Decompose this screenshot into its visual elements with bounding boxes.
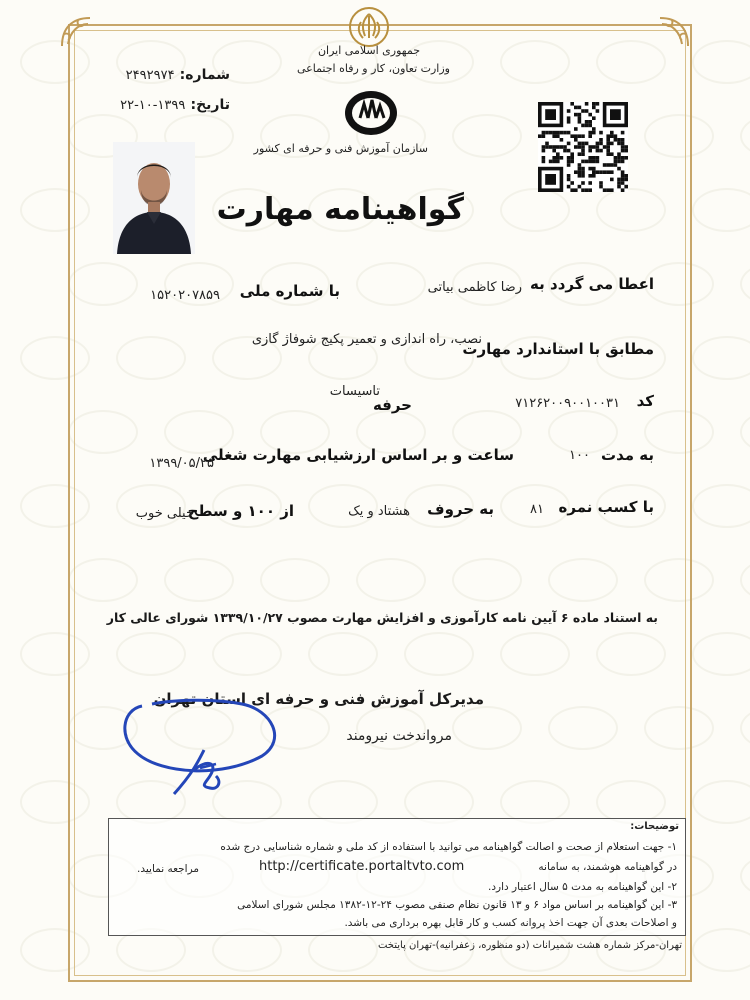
qr-module [588, 134, 592, 138]
qr-module [585, 160, 589, 164]
qr-module [624, 174, 628, 178]
qr-module [563, 131, 567, 135]
trade-label: حرفه [372, 396, 412, 414]
qr-module [585, 188, 589, 192]
watermark-mark [692, 40, 750, 84]
qr-module [570, 188, 574, 192]
qr-module [614, 138, 618, 142]
qr-module [599, 185, 603, 189]
qr-module [606, 134, 610, 138]
qr-module [578, 113, 582, 117]
qr-module [549, 145, 553, 149]
note-3-line-2: و اصلاحات بعدی آن جهت اخذ پروانه کسب و کار قابل بهره برداری می باشد. [344, 917, 677, 929]
qr-module [592, 131, 596, 135]
qr-module [596, 109, 600, 113]
qr-module [567, 178, 571, 182]
qr-module [560, 131, 564, 135]
qr-module [624, 178, 628, 182]
qr-module [567, 185, 571, 189]
qr-module [610, 152, 614, 156]
standard-value: نصب، راه اندازی و تعمیر پکیج شوفاژ گازی [251, 332, 482, 347]
qr-module [610, 188, 614, 192]
qr-module [592, 156, 596, 160]
qr-module [549, 131, 553, 135]
qr-module [545, 131, 549, 135]
qr-module [624, 156, 628, 160]
qr-module [560, 145, 564, 149]
person-photo [113, 142, 195, 254]
qr-module [552, 134, 556, 138]
hours-evaluation-label: ساعت و بر اساس ارزشیابی مهارت شغلی [202, 446, 514, 464]
qr-module [596, 156, 600, 160]
score-letters: هشتاد و یک [348, 504, 410, 519]
code-value: ۷۱۲۶۲۰۰۹۰۰۱۰۰۳۱ [515, 396, 620, 411]
qr-module [603, 145, 607, 149]
watermark-mark [692, 188, 750, 232]
qr-module [610, 178, 614, 182]
duration-value: ۱۰۰ [569, 448, 590, 463]
signatory-title: مدیرکل آموزش فنی و حرفه ای استان تهران [153, 690, 484, 708]
certificate-title: گواهینامه مهارت [216, 192, 464, 227]
qr-module [581, 152, 585, 156]
qr-module [585, 120, 589, 124]
qr-module [581, 134, 585, 138]
qr-module [621, 174, 625, 178]
signature-icon [112, 690, 292, 810]
qr-module [556, 134, 560, 138]
code-label: کد [636, 392, 654, 410]
qr-module [624, 185, 628, 189]
qr-module [606, 188, 610, 192]
qr-module [596, 149, 600, 153]
qr-module [621, 188, 625, 192]
qr-module [545, 109, 556, 120]
watermark-mark [740, 706, 750, 750]
qr-module [596, 160, 600, 164]
qr-module [581, 142, 585, 146]
qr-module [588, 160, 592, 164]
standard-label: مطابق با استاندارد مهارت [462, 340, 654, 358]
qr-module [570, 134, 574, 138]
qr-module [621, 181, 625, 185]
qr-module [574, 127, 578, 131]
qr-module [585, 142, 589, 146]
qr-module [570, 181, 574, 185]
qr-module [588, 181, 592, 185]
note-1-url: http://certificate.portaltvto.com [259, 859, 465, 874]
qr-module [599, 170, 603, 174]
person-name: رضا کاظمی بیاتی [427, 280, 522, 295]
qr-module [610, 142, 614, 146]
qr-module [578, 120, 582, 124]
watermark-mark [740, 114, 750, 158]
qr-module [574, 145, 578, 149]
qr-module [610, 109, 621, 120]
note-2: ۲- این گواهینامه به مدت ۵ سال اعتبار دارد. [488, 881, 677, 893]
qr-module [617, 167, 621, 171]
date-label: تاریخ: [190, 97, 230, 113]
qr-module [624, 149, 628, 153]
qr-module [621, 170, 625, 174]
qr-code-icon [538, 102, 628, 192]
qr-module [621, 145, 625, 149]
qr-module [614, 160, 618, 164]
qr-module [621, 160, 625, 164]
qr-module [614, 163, 618, 167]
iran-emblem-icon [347, 6, 391, 48]
qr-module [556, 152, 560, 156]
person-silhouette [113, 142, 195, 254]
number-label: شماره: [179, 67, 230, 83]
qr-module [581, 188, 585, 192]
qr-module [567, 109, 571, 113]
signatory-name: مرواندخت نیرومند [346, 728, 452, 744]
qr-module [617, 142, 621, 146]
qr-module [567, 142, 571, 146]
out-of-100-level-label: از ۱۰۰ و سطح [187, 502, 294, 520]
qr-module [567, 156, 571, 160]
qr-module [614, 134, 618, 138]
qr-module [581, 170, 585, 174]
qr-module [538, 134, 542, 138]
qr-module [621, 131, 625, 135]
qr-module [552, 131, 556, 135]
qr-module [599, 138, 603, 142]
qr-module [549, 160, 553, 164]
qr-module [592, 160, 596, 164]
qr-module [592, 127, 596, 131]
in-letters-label: به حروف [427, 500, 494, 518]
qr-module [617, 178, 621, 182]
qr-module [563, 149, 567, 153]
qr-module [578, 185, 582, 189]
watermark-mark [692, 484, 750, 528]
qr-module [556, 156, 560, 160]
qr-module [603, 170, 607, 174]
qr-module [578, 170, 582, 174]
qr-module [617, 152, 621, 156]
qr-module [606, 149, 610, 153]
qr-module [581, 174, 585, 178]
qr-module [578, 167, 582, 171]
qr-module [617, 138, 621, 142]
qr-module [592, 145, 596, 149]
qr-module [567, 163, 571, 167]
trade-value: تاسیسات [329, 384, 380, 399]
qr-module [610, 163, 614, 167]
qr-module [592, 170, 596, 174]
qr-module [578, 152, 582, 156]
qr-module [567, 160, 571, 164]
qr-module [603, 188, 607, 192]
qr-module [545, 142, 549, 146]
qr-module [592, 174, 596, 178]
national-id-value: ۱۵۲۰۲۰۷۸۵۹ [150, 288, 220, 303]
qr-module [581, 124, 585, 128]
qr-module [592, 167, 596, 171]
qr-module [588, 124, 592, 128]
watermark-mark [740, 262, 750, 306]
qr-module [574, 138, 578, 142]
corner-ornament-icon [58, 14, 104, 50]
qr-module [588, 156, 592, 160]
watermark-mark [692, 336, 750, 380]
qr-module [588, 120, 592, 124]
qr-module [581, 145, 585, 149]
qr-module [581, 109, 585, 113]
level-value: خیلی خوب [135, 506, 194, 521]
qr-module [556, 131, 560, 135]
qr-module [567, 116, 571, 120]
qr-module [574, 188, 578, 192]
qr-module [581, 149, 585, 153]
qr-module [556, 145, 560, 149]
duration-label: به مدت [601, 446, 654, 464]
watermark-mark [692, 780, 750, 824]
qr-module [574, 170, 578, 174]
qr-module [578, 116, 582, 120]
qr-module [545, 145, 549, 149]
note-1-line-2-prefix: در گواهینامه هوشمند، به سامانه [538, 861, 677, 873]
score-value: ۸۱ [530, 502, 544, 517]
qr-module [588, 174, 592, 178]
qr-module [567, 174, 571, 178]
watermark-mark [740, 558, 750, 602]
qr-module [578, 174, 582, 178]
qr-module [542, 156, 546, 160]
watermark-mark [740, 410, 750, 454]
national-id-label: با شماره ملی [239, 282, 340, 300]
qr-module [599, 181, 603, 185]
basis-statement: به استناد ماده ۶ آیین نامه کارآموزی و افزایش مهارت مصوب ۱۳۳۹/۱۰/۲۷ شورای عالی کار [106, 610, 658, 625]
qr-module [552, 149, 556, 153]
qr-module [621, 149, 625, 153]
qr-module [578, 134, 582, 138]
qr-module [617, 156, 621, 160]
qr-module [560, 156, 564, 160]
qr-module [610, 134, 614, 138]
qr-module [596, 145, 600, 149]
qr-module [578, 142, 582, 146]
note-1-line-2-suffix: مراجعه نمایید. [137, 863, 199, 875]
qr-module [606, 170, 610, 174]
qr-module [581, 167, 585, 171]
qr-module [588, 131, 592, 135]
qr-module [621, 156, 625, 160]
qr-module [542, 145, 546, 149]
qr-module [599, 142, 603, 146]
qr-module [596, 102, 600, 106]
qr-module [567, 131, 571, 135]
qr-module [542, 131, 546, 135]
qr-module [617, 181, 621, 185]
qr-module [606, 145, 610, 149]
qr-module [570, 102, 574, 106]
qr-module [592, 116, 596, 120]
qr-module [585, 109, 589, 113]
qr-module [542, 134, 546, 138]
document-date [120, 94, 230, 113]
qr-module [610, 170, 614, 174]
qr-module [588, 145, 592, 149]
qr-module [588, 149, 592, 153]
qr-module [588, 188, 592, 192]
qr-module [621, 138, 625, 142]
qr-module [578, 145, 582, 149]
qr-module [570, 152, 574, 156]
note-3-line-1: ۳- این گواهینامه بر اساس مواد ۶ و ۱۳ قانون نظام صنفی مصوب ۲۴-۱۲-۱۳۸۲ مجلس شورای اسلامی [237, 899, 677, 911]
watermark-mark [740, 854, 750, 898]
ministry-name: وزارت تعاون، کار و رفاه اجتماعی [296, 62, 450, 75]
qr-module [560, 138, 564, 142]
qr-module [570, 160, 574, 164]
qr-module [621, 142, 625, 146]
qr-module [567, 149, 571, 153]
qr-module [570, 156, 574, 160]
tvto-logo-icon [342, 88, 400, 138]
qr-module [592, 106, 596, 110]
qr-module [617, 185, 621, 189]
qr-module [606, 152, 610, 156]
qr-module [585, 102, 589, 106]
qr-module [599, 149, 603, 153]
qr-module [552, 160, 556, 164]
notes-box [108, 818, 686, 936]
qr-module [552, 145, 556, 149]
qr-module [599, 131, 603, 135]
qr-module [542, 160, 546, 164]
qr-module [567, 120, 571, 124]
qr-module [585, 124, 589, 128]
qr-module [578, 163, 582, 167]
qr-module [581, 160, 585, 164]
qr-module [588, 167, 592, 171]
organization-name: سازمان آموزش فنی و حرفه ای کشور [253, 142, 428, 155]
number-value: ۲۴۹۲۹۷۴ [125, 68, 175, 83]
granted-to-label: اعطا می گردد به [530, 275, 654, 293]
qr-module [545, 174, 556, 185]
date-value: ۱۳۹۹-۱۰-۲۲ [120, 98, 186, 113]
country-name: جمهوری اسلامی ایران [317, 44, 420, 57]
qr-module [617, 160, 621, 164]
qr-module [574, 106, 578, 110]
qr-module [610, 131, 614, 135]
qr-module [596, 142, 600, 146]
notes-heading: توضیحات: [630, 821, 679, 832]
qr-module [588, 113, 592, 117]
qr-module [556, 160, 560, 164]
watermark-mark [692, 928, 750, 972]
qr-module [574, 134, 578, 138]
watermark-mark [692, 632, 750, 676]
qr-module [603, 163, 607, 167]
footer-address: تهران-مرکز شماره هشت شمیرانات (دو منظوره، زعفرانیه)-تهران پایتخت [377, 940, 682, 951]
qr-module [614, 156, 618, 160]
evaluation-date: ۱۳۹۹/۰۵/۲۵ [149, 456, 214, 471]
qr-module [606, 138, 610, 142]
qr-module [563, 145, 567, 149]
qr-module [621, 178, 625, 182]
document-number [126, 64, 230, 83]
score-label: با کسب نمره [558, 498, 654, 516]
qr-module [542, 149, 546, 153]
qr-module [596, 170, 600, 174]
qr-module [581, 181, 585, 185]
qr-module [592, 102, 596, 106]
qr-module [552, 156, 556, 160]
qr-module [606, 142, 610, 146]
qr-module [578, 106, 582, 110]
qr-module [624, 145, 628, 149]
qr-module [574, 113, 578, 117]
note-1-line-1: ۱- جهت استعلام از صحت و اصالت گواهینامه می توانید با استفاده از کد ملی و شماره شناسایی درج شده [220, 841, 677, 853]
qr-module [606, 163, 610, 167]
corner-ornament-icon [646, 14, 692, 50]
